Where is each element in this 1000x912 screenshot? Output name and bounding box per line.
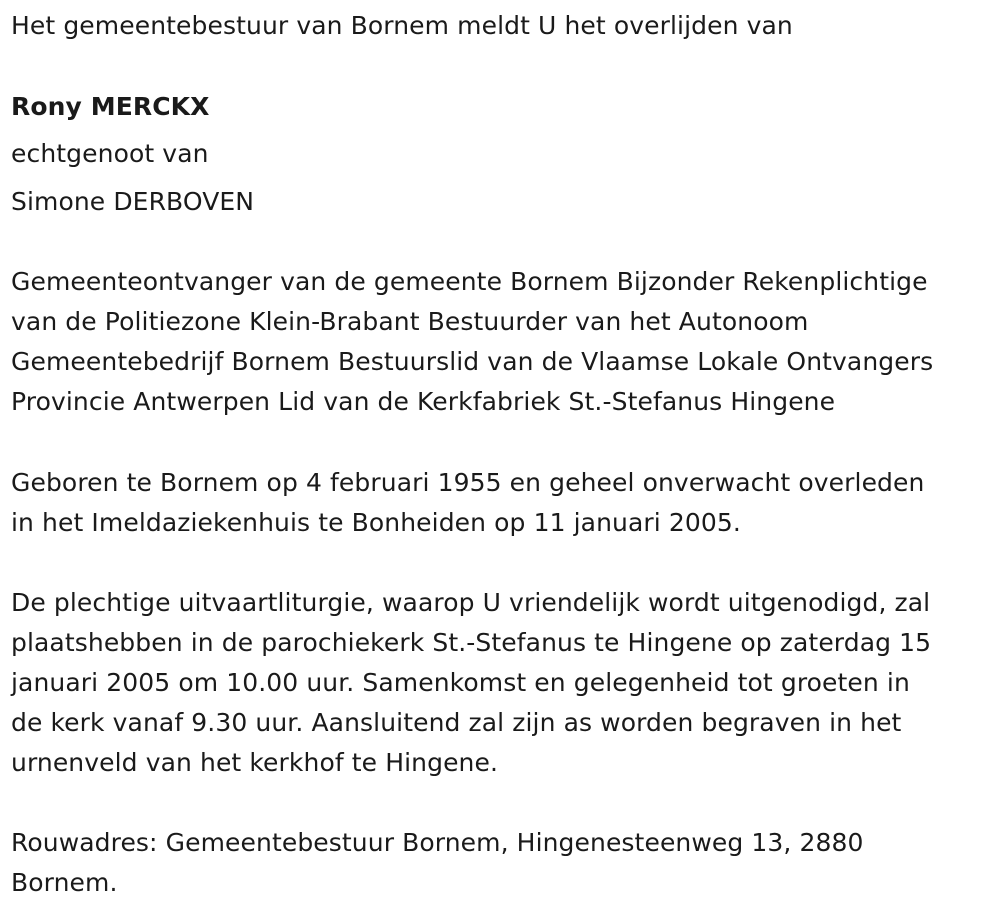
funeral-line: januari 2005 om 10.00 uur. Samenkomst en gelegenheid tot groeten in bbox=[11, 668, 910, 697]
roles-line: Gemeenteontvanger van de gemeente Bornem Bijzonder Rekenplichtige bbox=[11, 267, 928, 296]
funeral-line: de kerk vanaf 9.30 uur. Aansluitend zal zijn as worden begraven in het bbox=[11, 708, 902, 737]
address-line: Bornem. bbox=[11, 868, 118, 897]
roles-paragraph bbox=[11, 262, 933, 422]
funeral-paragraph bbox=[11, 583, 931, 783]
birth-line: in het Imeldaziekenhuis te Bonheiden op 11 januari 2005. bbox=[11, 508, 741, 537]
birth-line: Geboren te Bornem op 4 februari 1955 en geheel onverwacht overleden bbox=[11, 468, 925, 497]
birth-paragraph bbox=[11, 463, 924, 543]
funeral-line: De plechtige uitvaartliturgie, waarop U vriendelijk wordt uitgenodigd, zal bbox=[11, 588, 931, 617]
address-paragraph bbox=[11, 823, 864, 903]
roles-line: van de Politiezone Klein-Brabant Bestuurder van het Autonoom bbox=[11, 307, 809, 336]
funeral-line: urnenveld van het kerkhof te Hingene. bbox=[11, 748, 499, 777]
spouse-name: Simone DERBOVEN bbox=[11, 187, 255, 216]
roles-line: Provincie Antwerpen Lid van de Kerkfabriek St.-Stefanus Hingene bbox=[11, 387, 836, 416]
funeral-line: plaatshebben in de parochiekerk St.-Stefanus te Hingene op zaterdag 15 bbox=[11, 628, 932, 657]
roles-line: Gemeentebedrijf Bornem Bestuurslid van de Vlaamse Lokale Ontvangers bbox=[11, 347, 934, 376]
intro-text: Het gemeentebestuur van Bornem meldt U het overlijden van bbox=[11, 11, 793, 40]
deceased-name: Rony MERCKX bbox=[11, 92, 210, 121]
address-line: Rouwadres: Gemeentebestuur Bornem, Hingenesteenweg 13, 2880 bbox=[11, 828, 864, 857]
spouse-label: echtgenoot van bbox=[11, 139, 209, 168]
